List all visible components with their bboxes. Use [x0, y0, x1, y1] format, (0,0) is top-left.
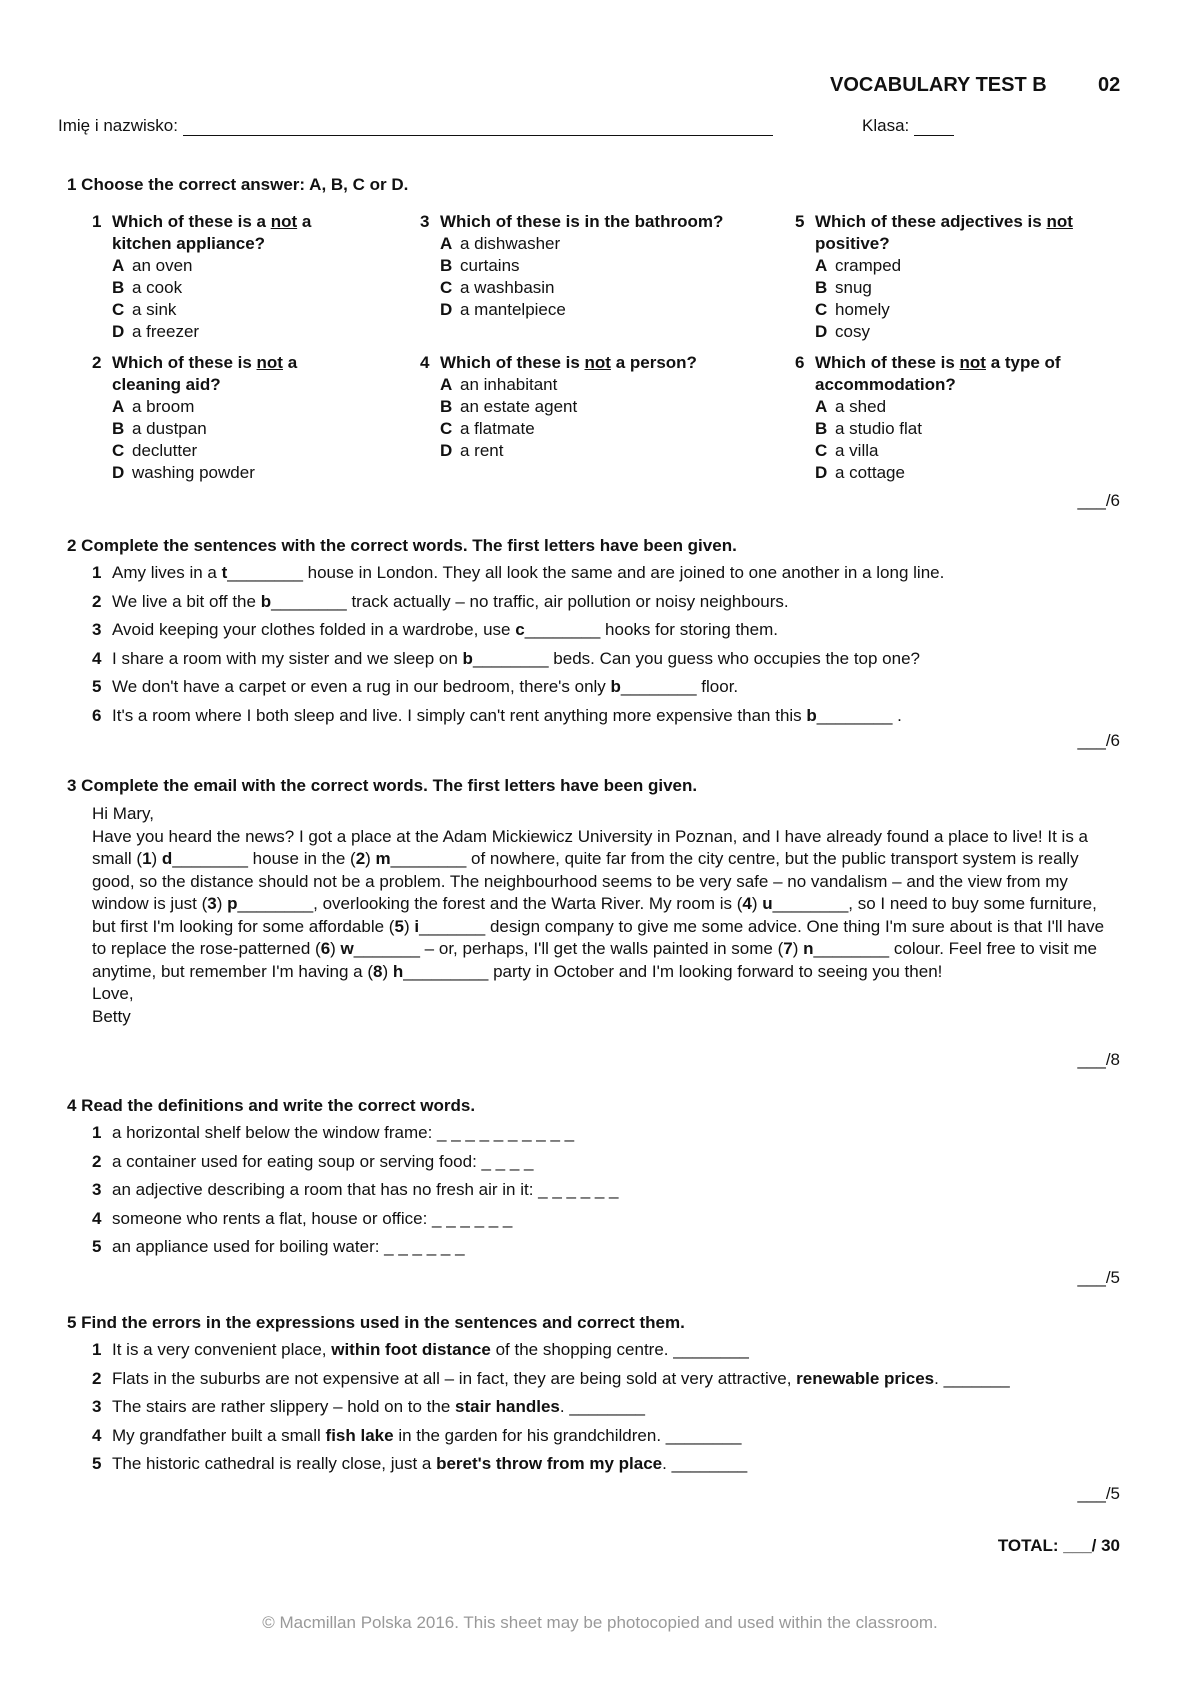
question-text	[815, 211, 1117, 255]
answer-option[interactable]	[420, 299, 772, 321]
question-stem	[420, 352, 772, 374]
first-letter: b	[806, 706, 817, 725]
section2-title: 2 Complete the sentences with the correct words. The first letters have been given.	[67, 536, 737, 555]
name-label: Imię i nazwisko:	[58, 116, 178, 135]
question-text-post: a type of accommodation?	[815, 353, 1061, 394]
question-text-post: positive?	[815, 234, 890, 253]
section3-title: 3 Complete the email with the correct words. The first letters have been given.	[67, 776, 698, 795]
question-stem	[795, 352, 1117, 396]
option-letter: B	[112, 419, 125, 438]
option-text: an oven	[132, 256, 193, 275]
definition-text[interactable]: an appliance used for boiling water: _ _ _ _ _ _	[112, 1237, 465, 1257]
option-text: cosy	[835, 322, 870, 341]
question-number: 6	[795, 353, 805, 372]
answer-option[interactable]	[420, 440, 772, 462]
answer-option[interactable]	[420, 233, 772, 255]
option-letter: D	[440, 441, 453, 460]
option-letter: C	[440, 419, 453, 438]
definition-text[interactable]: someone who rents a flat, house or office: _ _ _ _ _ _	[112, 1208, 513, 1228]
error-sentence	[92, 1425, 741, 1447]
answer-option[interactable]	[420, 418, 772, 440]
option-text: a dustpan	[132, 419, 207, 438]
question-text-post: a cleaning aid?	[112, 353, 298, 394]
sentence-text: We don't have a carpet or even a rug in our bedroom, there's only	[112, 677, 611, 697]
option-text: a cottage	[835, 463, 905, 482]
item-number: 3	[92, 620, 102, 640]
question-4	[420, 352, 772, 462]
section4-title: 4 Read the definitions and write the correct words.	[67, 1096, 476, 1115]
option-letter: D	[440, 300, 453, 319]
sentence-item	[92, 705, 902, 727]
question-number: 1	[92, 212, 102, 231]
answer-option[interactable]	[420, 277, 772, 299]
option-text: a villa	[835, 441, 879, 460]
option-letter: B	[440, 256, 453, 275]
question-number: 5	[795, 212, 805, 231]
class-label: Klasa:	[862, 116, 910, 135]
item-number: 2	[92, 1368, 102, 1388]
option-text: an estate agent	[460, 397, 578, 416]
answer-option[interactable]	[795, 299, 1117, 321]
sentence-gap[interactable]: ________ .	[816, 706, 902, 725]
option-letter: C	[112, 300, 125, 319]
error-expression: stair handles	[455, 1397, 560, 1417]
section5-score: ___/5	[1077, 1484, 1120, 1503]
question-5	[795, 211, 1117, 343]
option-text: a broom	[132, 397, 195, 416]
option-text: curtains	[460, 256, 520, 275]
question-3	[420, 211, 772, 321]
option-text: a dishwasher	[460, 234, 561, 253]
sentence-gap[interactable]: . ________	[559, 1397, 645, 1417]
option-text: a freezer	[132, 322, 200, 341]
question-text-underlined: not	[584, 353, 611, 372]
option-text: a flatmate	[460, 419, 535, 438]
answer-option[interactable]	[92, 418, 334, 440]
option-text: homely	[835, 300, 890, 319]
answer-option[interactable]	[795, 462, 1117, 484]
error-expression: within foot distance	[331, 1340, 491, 1359]
item-number: 3	[92, 1397, 102, 1417]
answer-option[interactable]	[795, 396, 1117, 418]
answer-option[interactable]	[92, 255, 334, 277]
question-2	[92, 352, 334, 484]
answer-option[interactable]	[92, 396, 334, 418]
item-number: 5	[92, 677, 102, 697]
question-text-post: a person?	[610, 353, 697, 372]
question-text-pre: Which of these is	[112, 353, 257, 372]
item-number: 2	[92, 1151, 102, 1171]
question-text-pre: Which of these is a	[112, 212, 271, 231]
sentence-text: Amy lives in a	[112, 563, 222, 582]
question-text-pre: Which of these is	[440, 353, 585, 372]
sentence-text: The stairs are rather slippery – hold on to the	[112, 1397, 456, 1417]
test-number: 02	[1098, 74, 1121, 96]
question-text-pre: Which of these is in the bathroom?	[440, 212, 724, 231]
sentence-gap[interactable]: ________ track actually – no traffic, air pollution or noisy neighbours.	[271, 591, 789, 611]
option-text: a washbasin	[460, 278, 555, 297]
sentence-gap[interactable]: . _______	[934, 1368, 1010, 1388]
option-letter: B	[112, 278, 125, 297]
item-number: 4	[92, 648, 102, 668]
answer-option[interactable]	[420, 255, 772, 277]
sentence-text: The historic cathedral is really close, just a	[112, 1454, 437, 1474]
section1-score: ___/6	[1077, 491, 1120, 510]
sentence-gap[interactable]: ________ hooks for storing them.	[524, 620, 778, 640]
email-text	[92, 803, 1122, 1028]
question-text	[440, 352, 772, 374]
question-text	[112, 211, 334, 255]
email-signature: Betty	[92, 1006, 131, 1026]
item-number: 1	[92, 1123, 102, 1142]
answer-option[interactable]	[795, 321, 1117, 343]
sentence-text: Avoid keeping your clothes folded in a wardrobe, use	[112, 620, 516, 640]
sentence-item	[92, 648, 920, 670]
option-letter: A	[440, 375, 453, 394]
error-sentence	[92, 1339, 749, 1361]
copyright-footer: © Macmillan Polska 2016. This sheet may be photocopied and used within the classroom.	[262, 1613, 938, 1632]
option-text: a mantelpiece	[460, 300, 566, 319]
email-greeting: Hi Mary,	[92, 804, 155, 823]
definition-item	[92, 1179, 619, 1201]
sentence-text: My grandfather built a small	[112, 1425, 326, 1445]
question-stem	[420, 211, 772, 233]
question-6	[795, 352, 1117, 484]
sentence-text: Flats in the suburbs are not expensive at all – in fact, they are being sold at very attractive,	[112, 1368, 797, 1388]
definition-text[interactable]: an adjective describing a room that has no fresh air in it: _ _ _ _ _ _	[112, 1180, 619, 1200]
total-score: TOTAL: ___/ 30	[997, 1536, 1120, 1555]
item-number: 4	[92, 1208, 102, 1228]
answer-option[interactable]	[92, 299, 334, 321]
item-number: 1	[92, 563, 102, 582]
error-expression: fish lake	[325, 1425, 394, 1445]
question-stem	[795, 211, 1117, 255]
sentence-item	[92, 676, 738, 698]
sentence-text: It is a very convenient place,	[112, 1340, 332, 1359]
option-letter: C	[815, 300, 828, 319]
sentence-text: We live a bit off the	[112, 591, 261, 611]
option-text: a rent	[460, 441, 504, 460]
answer-option[interactable]	[92, 462, 334, 484]
option-letter: A	[815, 397, 828, 416]
question-text	[440, 211, 772, 233]
email-body: Have you heard the news? I got a place at the Adam Mickiewicz University in Poznan, and I have already found a place to live! It is a small (1) d________ house in the (2) m________ of nowhere, quite far from the city centre, but the public transport system is really good, so the distance should not be a problem. The neighbourhood seems to be very safe – no vandalism – and the view from my window is just (3) p________, overlooking the forest and the Warta River. My room is (4) u________, so I need to buy some furniture, but first I'm looking for some affordable (5) i_______ design company to give me some advice. One thing I'm sure about is that I'll have to replace the rose-patterned (6) w_______ – or, perhaps, I'll get the walls painted in some (7) n________ colour. Feel free to visit me anytime, but remember I'm having a (8) h_________ party in October and I'm looking forward to seeing you then!	[92, 826, 1105, 981]
option-letter: A	[440, 234, 453, 253]
name-line[interactable]	[183, 121, 773, 136]
question-text-post: a kitchen appliance?	[112, 212, 312, 253]
question-text-underlined: not	[270, 212, 298, 231]
sentence-item	[92, 619, 778, 641]
first-letter: b	[462, 648, 473, 668]
name-field	[58, 116, 773, 136]
sentence-gap[interactable]: ________ floor.	[620, 677, 739, 697]
first-letter: b	[260, 591, 272, 611]
option-letter: C	[815, 441, 828, 460]
sentence-gap[interactable]: of the shopping centre. ________	[490, 1340, 749, 1359]
sentence-gap[interactable]: . ________	[662, 1454, 748, 1474]
sentence-gap[interactable]: ________ beds. Can you guess who occupies the top one?	[472, 648, 920, 668]
option-letter: C	[440, 278, 453, 297]
question-number: 3	[420, 212, 430, 231]
option-text: declutter	[132, 441, 198, 460]
definition-text[interactable]: a horizontal shelf below the window frame: _ _ _ _ _ _ _ _ _ _	[112, 1123, 575, 1142]
item-number: 4	[92, 1425, 102, 1445]
definition-item	[92, 1151, 534, 1173]
option-letter: D	[815, 463, 828, 482]
question-text	[815, 352, 1117, 396]
answer-option[interactable]	[92, 277, 334, 299]
item-number: 1	[92, 1340, 102, 1359]
error-expression: renewable prices	[796, 1368, 935, 1388]
question-number: 4	[420, 353, 430, 372]
item-number: 5	[92, 1454, 102, 1474]
option-text: a shed	[835, 397, 887, 416]
error-expression: beret's throw from my place	[436, 1454, 663, 1474]
definition-item	[92, 1122, 574, 1144]
answer-option[interactable]	[795, 440, 1117, 462]
question-text-underlined: not	[1046, 212, 1073, 231]
sentence-item	[92, 562, 944, 584]
question-text-underlined: not	[256, 353, 283, 372]
answer-option[interactable]	[420, 374, 772, 396]
option-letter: D	[112, 463, 125, 482]
question-text-pre: Which of these is	[815, 353, 960, 372]
answer-option[interactable]	[420, 396, 772, 418]
option-text: washing powder	[132, 463, 255, 482]
answer-option[interactable]	[795, 418, 1117, 440]
error-sentence	[92, 1396, 645, 1418]
option-letter: D	[815, 322, 828, 341]
question-1	[92, 211, 334, 343]
first-letter: c	[515, 620, 525, 640]
answer-option[interactable]	[92, 321, 334, 343]
section4-score: ___/5	[1077, 1268, 1120, 1287]
first-letter: b	[610, 677, 621, 697]
option-letter: D	[112, 322, 125, 341]
option-letter: A	[112, 397, 125, 416]
sentence-gap[interactable]: ________ house in London. They all look the same and are joined to one another in a long line.	[227, 563, 945, 582]
answer-option[interactable]	[92, 440, 334, 462]
error-sentence	[92, 1368, 1010, 1390]
class-line[interactable]	[914, 121, 954, 136]
question-number: 2	[92, 353, 102, 372]
option-letter: B	[440, 397, 453, 416]
option-letter: A	[815, 256, 828, 275]
sentence-item	[92, 591, 789, 613]
class-field	[862, 116, 954, 136]
section3-score: ___/8	[1077, 1050, 1120, 1069]
question-text	[112, 352, 334, 396]
question-text-underlined: not	[959, 353, 986, 372]
item-number: 3	[92, 1180, 102, 1200]
answer-option[interactable]	[795, 277, 1117, 299]
definition-item	[92, 1208, 512, 1230]
item-number: 6	[92, 706, 102, 725]
section5-title: 5 Find the errors in the expressions used in the sentences and correct them.	[67, 1313, 685, 1332]
option-text: snug	[835, 278, 872, 297]
item-number: 5	[92, 1237, 102, 1257]
answer-option[interactable]	[795, 255, 1117, 277]
option-letter: B	[815, 419, 828, 438]
section1-title: 1 Choose the correct answer: A, B, C or D.	[67, 175, 409, 194]
option-text: a sink	[132, 300, 177, 319]
question-stem	[92, 211, 334, 255]
option-letter: C	[112, 441, 125, 460]
section2-score: ___/6	[1077, 731, 1120, 750]
option-text: a studio flat	[835, 419, 922, 438]
definition-item	[92, 1236, 465, 1258]
first-letter: t	[221, 563, 228, 582]
option-text: cramped	[835, 256, 902, 275]
question-stem	[92, 352, 334, 396]
option-letter: B	[815, 278, 828, 297]
sentence-text: I share a room with my sister and we sleep on	[112, 648, 463, 668]
sentence-gap[interactable]: in the garden for his grandchildren. ________	[393, 1425, 742, 1445]
option-text: an inhabitant	[460, 375, 558, 394]
item-number: 2	[92, 591, 102, 611]
error-sentence	[92, 1453, 747, 1475]
sentence-text: It's a room where I both sleep and live. I simply can't rent anything more expensive than this	[112, 706, 807, 725]
definition-text[interactable]: a container used for eating soup or serving food: _ _ _ _	[112, 1151, 534, 1171]
email-closing: Love,	[92, 984, 134, 1003]
test-title: VOCABULARY TEST B	[830, 74, 1047, 96]
option-letter: A	[112, 256, 125, 275]
question-text-pre: Which of these adjectives is	[815, 212, 1047, 231]
option-text: a cook	[132, 278, 183, 297]
